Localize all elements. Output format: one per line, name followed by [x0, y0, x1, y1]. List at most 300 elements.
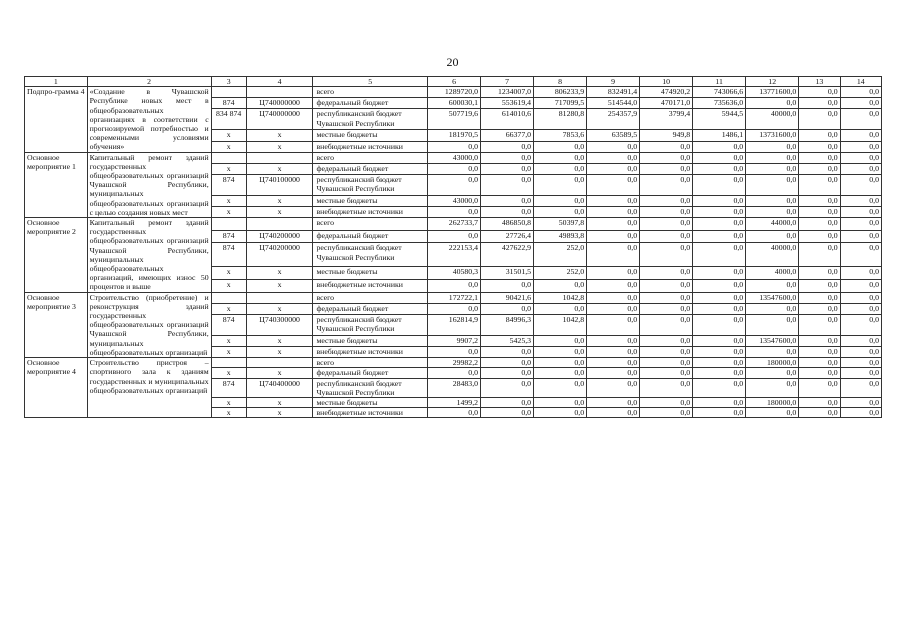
grbs-code: x: [211, 408, 246, 418]
funding-source: внебюджетные источники: [313, 280, 428, 293]
value-cell: 0,0: [840, 109, 881, 130]
grbs-code: 874: [211, 314, 246, 335]
value-cell: 0,0: [693, 280, 746, 293]
value-cell: 0,0: [799, 243, 840, 267]
value-cell: 0,0: [534, 280, 587, 293]
value-cell: 0,0: [587, 230, 640, 243]
value-cell: 252,0: [534, 267, 587, 280]
value-cell: 0,0: [799, 141, 840, 152]
value-cell: 0,0: [587, 174, 640, 195]
value-cell: 0,0: [428, 346, 481, 357]
value-cell: 0,0: [534, 152, 587, 163]
grbs-code: 874: [211, 378, 246, 397]
value-cell: 0,0: [746, 378, 799, 397]
value-cell: 0,0: [640, 218, 693, 231]
value-cell: 427622,9: [481, 243, 534, 267]
target-article-code: x: [246, 267, 313, 280]
value-cell: 0,0: [746, 230, 799, 243]
value-cell: 832491,4: [587, 87, 640, 98]
funding-source: местные бюджеты: [313, 130, 428, 141]
value-cell: 0,0: [587, 335, 640, 346]
value-cell: 0,0: [799, 335, 840, 346]
value-cell: 50397,8: [534, 218, 587, 231]
value-cell: 40000,0: [746, 243, 799, 267]
value-cell: 0,0: [693, 303, 746, 314]
target-article-code: [246, 218, 313, 231]
target-article-code: x: [246, 130, 313, 141]
value-cell: 0,0: [428, 174, 481, 195]
value-cell: 0,0: [640, 408, 693, 418]
value-cell: 614010,6: [481, 109, 534, 130]
funding-source: всего: [313, 292, 428, 303]
group-label: Основное мероприятие 1: [25, 152, 88, 217]
column-header: 9: [587, 77, 640, 87]
grbs-code: [211, 292, 246, 303]
value-cell: 180000,0: [746, 397, 799, 407]
value-cell: 0,0: [840, 195, 881, 206]
value-cell: 0,0: [640, 378, 693, 397]
funding-source: республиканский бюджет Чувашской Республики: [313, 378, 428, 397]
value-cell: 0,0: [587, 378, 640, 397]
value-cell: 0,0: [534, 378, 587, 397]
funding-source: всего: [313, 218, 428, 231]
value-cell: 0,0: [481, 195, 534, 206]
value-cell: 0,0: [799, 218, 840, 231]
value-cell: 806233,9: [534, 87, 587, 98]
value-cell: 0,0: [534, 408, 587, 418]
value-cell: 0,0: [840, 368, 881, 378]
value-cell: 0,0: [640, 358, 693, 368]
value-cell: 0,0: [587, 368, 640, 378]
value-cell: 0,0: [693, 368, 746, 378]
value-cell: 0,0: [799, 346, 840, 357]
column-header: 3: [211, 77, 246, 87]
target-article-code: x: [246, 303, 313, 314]
value-cell: 44000,0: [746, 218, 799, 231]
target-article-code: x: [246, 346, 313, 357]
value-cell: 0,0: [840, 358, 881, 368]
value-cell: 0,0: [693, 314, 746, 335]
value-cell: 1042,8: [534, 314, 587, 335]
value-cell: 0,0: [640, 152, 693, 163]
funding-source: республиканский бюджет Чувашской Республики: [313, 243, 428, 267]
value-cell: 0,0: [640, 174, 693, 195]
target-article-code: x: [246, 163, 313, 174]
funding-source: внебюджетные источники: [313, 346, 428, 357]
value-cell: 0,0: [799, 280, 840, 293]
value-cell: 252,0: [534, 243, 587, 267]
value-cell: 13731600,0: [746, 130, 799, 141]
value-cell: 0,0: [587, 346, 640, 357]
value-cell: 0,0: [746, 303, 799, 314]
value-cell: 0,0: [534, 303, 587, 314]
value-cell: 0,0: [481, 152, 534, 163]
value-cell: 0,0: [840, 314, 881, 335]
value-cell: 0,0: [693, 230, 746, 243]
group-name: Капитальный ремонт зданий государственных общеобразовательных организаций Чувашской Республики, муниципальных общеобразовательных организаций, имеющих износ 50 процентов и выше: [87, 218, 211, 293]
column-header: 8: [534, 77, 587, 87]
value-cell: 0,0: [746, 280, 799, 293]
target-article-code: x: [246, 141, 313, 152]
value-cell: 0,0: [799, 195, 840, 206]
value-cell: 0,0: [840, 174, 881, 195]
value-cell: 181970,5: [428, 130, 481, 141]
value-cell: 0,0: [428, 303, 481, 314]
value-cell: 0,0: [746, 195, 799, 206]
value-cell: 0,0: [799, 267, 840, 280]
value-cell: 0,0: [587, 358, 640, 368]
grbs-code: [211, 152, 246, 163]
grbs-code: x: [211, 303, 246, 314]
value-cell: 0,0: [587, 292, 640, 303]
target-article-code: Ц740300000: [246, 314, 313, 335]
value-cell: 0,0: [840, 408, 881, 418]
value-cell: 1289720,0: [428, 87, 481, 98]
value-cell: 0,0: [481, 163, 534, 174]
value-cell: 254357,9: [587, 109, 640, 130]
group-label: Подпро-грамма 4: [25, 87, 88, 152]
value-cell: 0,0: [693, 206, 746, 217]
value-cell: 717099,5: [534, 98, 587, 109]
value-cell: 470171,0: [640, 98, 693, 109]
value-cell: 0,0: [693, 292, 746, 303]
funding-source: местные бюджеты: [313, 267, 428, 280]
value-cell: 49893,8: [534, 230, 587, 243]
value-cell: 0,0: [428, 163, 481, 174]
value-cell: 507719,6: [428, 109, 481, 130]
grbs-code: x: [211, 368, 246, 378]
target-article-code: Ц740000000: [246, 109, 313, 130]
value-cell: 162814,9: [428, 314, 481, 335]
column-header: 14: [840, 77, 881, 87]
value-cell: 0,0: [587, 152, 640, 163]
value-cell: 0,0: [587, 243, 640, 267]
group-label: Основное мероприятие 4: [25, 358, 88, 418]
value-cell: 0,0: [534, 163, 587, 174]
grbs-code: x: [211, 397, 246, 407]
value-cell: 43000,0: [428, 195, 481, 206]
table-row: [25, 358, 882, 368]
funding-source: всего: [313, 87, 428, 98]
value-cell: 0,0: [640, 314, 693, 335]
value-cell: 0,0: [840, 397, 881, 407]
value-cell: 0,0: [799, 397, 840, 407]
value-cell: 0,0: [428, 230, 481, 243]
grbs-code: x: [211, 195, 246, 206]
value-cell: 0,0: [693, 378, 746, 397]
value-cell: 27726,4: [481, 230, 534, 243]
value-cell: 0,0: [840, 243, 881, 267]
value-cell: 0,0: [799, 378, 840, 397]
value-cell: 0,0: [693, 243, 746, 267]
group-name: Строительство пристроя – спортивного зала к зданиям государственных и муниципальных общеобразовательных организаций: [87, 358, 211, 418]
column-header: 12: [746, 77, 799, 87]
value-cell: 262733,7: [428, 218, 481, 231]
value-cell: 63589,5: [587, 130, 640, 141]
funding-source: республиканский бюджет Чувашской Республики: [313, 174, 428, 195]
value-cell: 0,0: [481, 280, 534, 293]
value-cell: 0,0: [693, 141, 746, 152]
value-cell: 474920,2: [640, 87, 693, 98]
value-cell: 743066,6: [693, 87, 746, 98]
value-cell: 0,0: [640, 303, 693, 314]
grbs-code: x: [211, 130, 246, 141]
value-cell: 0,0: [587, 163, 640, 174]
funding-source: внебюджетные источники: [313, 141, 428, 152]
value-cell: 0,0: [840, 218, 881, 231]
value-cell: 0,0: [481, 408, 534, 418]
funding-source: внебюджетные источники: [313, 408, 428, 418]
target-article-code: x: [246, 397, 313, 407]
value-cell: 0,0: [534, 368, 587, 378]
value-cell: 29982,2: [428, 358, 481, 368]
value-cell: 13771600,0: [746, 87, 799, 98]
value-cell: 0,0: [481, 346, 534, 357]
table-row: [25, 292, 882, 303]
funding-source: местные бюджеты: [313, 335, 428, 346]
value-cell: 0,0: [799, 292, 840, 303]
value-cell: 0,0: [840, 152, 881, 163]
value-cell: 0,0: [840, 141, 881, 152]
value-cell: 0,0: [587, 218, 640, 231]
value-cell: 3799,4: [640, 109, 693, 130]
column-header: 7: [481, 77, 534, 87]
value-cell: 0,0: [640, 368, 693, 378]
value-cell: 0,0: [693, 335, 746, 346]
value-cell: 5425,3: [481, 335, 534, 346]
funding-source: всего: [313, 152, 428, 163]
target-article-code: [246, 87, 313, 98]
value-cell: 0,0: [799, 163, 840, 174]
value-cell: 90421,6: [481, 292, 534, 303]
budget-table: [24, 76, 882, 418]
value-cell: 0,0: [481, 358, 534, 368]
value-cell: 0,0: [534, 206, 587, 217]
funding-source: местные бюджеты: [313, 397, 428, 407]
funding-source: федеральный бюджет: [313, 303, 428, 314]
value-cell: 0,0: [640, 397, 693, 407]
column-header: 11: [693, 77, 746, 87]
group-name: Строительство (приобретение) и реконструкция зданий государственных общеобразовательных организаций Чувашской Республики, муниципальных общеобразовательных организаций: [87, 292, 211, 357]
value-cell: 0,0: [693, 267, 746, 280]
value-cell: 5944,5: [693, 109, 746, 130]
value-cell: 0,0: [840, 87, 881, 98]
value-cell: 0,0: [799, 206, 840, 217]
value-cell: 949,8: [640, 130, 693, 141]
value-cell: 0,0: [746, 141, 799, 152]
value-cell: 0,0: [799, 130, 840, 141]
target-article-code: x: [246, 335, 313, 346]
value-cell: 0,0: [799, 368, 840, 378]
value-cell: 9907,2: [428, 335, 481, 346]
value-cell: 0,0: [534, 358, 587, 368]
value-cell: 0,0: [481, 368, 534, 378]
value-cell: 0,0: [693, 218, 746, 231]
value-cell: 0,0: [840, 335, 881, 346]
value-cell: 0,0: [640, 243, 693, 267]
value-cell: 0,0: [640, 206, 693, 217]
grbs-code: x: [211, 335, 246, 346]
table-row: [25, 218, 882, 231]
value-cell: 0,0: [481, 397, 534, 407]
value-cell: 84996,3: [481, 314, 534, 335]
value-cell: 222153,4: [428, 243, 481, 267]
funding-source: федеральный бюджет: [313, 98, 428, 109]
value-cell: 0,0: [840, 267, 881, 280]
value-cell: 13547600,0: [746, 292, 799, 303]
target-article-code: [246, 358, 313, 368]
target-article-code: [246, 292, 313, 303]
value-cell: 0,0: [640, 195, 693, 206]
value-cell: 0,0: [746, 346, 799, 357]
value-cell: 0,0: [799, 152, 840, 163]
column-header: 5: [313, 77, 428, 87]
value-cell: 0,0: [746, 368, 799, 378]
grbs-code: [211, 358, 246, 368]
value-cell: 0,0: [534, 141, 587, 152]
table-row: [25, 152, 882, 163]
value-cell: 0,0: [481, 206, 534, 217]
target-article-code: x: [246, 408, 313, 418]
group-name: «Создание в Чувашской Республике новых мест в общеобразовательных организациях в соответствии с прогнозируемой потребностью и современными условиями обучения»: [87, 87, 211, 152]
value-cell: 514544,0: [587, 98, 640, 109]
value-cell: 31501,5: [481, 267, 534, 280]
value-cell: 0,0: [481, 141, 534, 152]
value-cell: 1234007,0: [481, 87, 534, 98]
value-cell: 0,0: [840, 292, 881, 303]
funding-source: всего: [313, 358, 428, 368]
value-cell: 735636,0: [693, 98, 746, 109]
target-article-code: [246, 152, 313, 163]
value-cell: 1486,1: [693, 130, 746, 141]
value-cell: 0,0: [693, 397, 746, 407]
value-cell: 0,0: [746, 314, 799, 335]
target-article-code: x: [246, 280, 313, 293]
target-article-code: Ц740400000: [246, 378, 313, 397]
funding-source: республиканский бюджет Чувашской Республики: [313, 314, 428, 335]
value-cell: 40000,0: [746, 109, 799, 130]
funding-source: республиканский бюджет Чувашской Республики: [313, 109, 428, 130]
value-cell: 0,0: [640, 267, 693, 280]
target-article-code: x: [246, 368, 313, 378]
grbs-code: 874: [211, 98, 246, 109]
value-cell: 0,0: [799, 358, 840, 368]
value-cell: 0,0: [840, 98, 881, 109]
value-cell: 66377,0: [481, 130, 534, 141]
value-cell: 0,0: [587, 280, 640, 293]
value-cell: 600030,1: [428, 98, 481, 109]
value-cell: 0,0: [799, 303, 840, 314]
value-cell: 0,0: [840, 280, 881, 293]
grbs-code: 874: [211, 230, 246, 243]
value-cell: 0,0: [693, 152, 746, 163]
grbs-code: [211, 218, 246, 231]
column-header: 2: [87, 77, 211, 87]
value-cell: 0,0: [840, 346, 881, 357]
grbs-code: x: [211, 267, 246, 280]
value-cell: 180000,0: [746, 358, 799, 368]
value-cell: 0,0: [534, 397, 587, 407]
value-cell: 0,0: [481, 303, 534, 314]
value-cell: 0,0: [693, 408, 746, 418]
value-cell: 0,0: [587, 408, 640, 418]
value-cell: 486850,8: [481, 218, 534, 231]
value-cell: 0,0: [587, 141, 640, 152]
grbs-code: [211, 87, 246, 98]
value-cell: 0,0: [693, 163, 746, 174]
value-cell: 0,0: [840, 378, 881, 397]
funding-source: федеральный бюджет: [313, 163, 428, 174]
value-cell: 81280,8: [534, 109, 587, 130]
value-cell: 0,0: [746, 174, 799, 195]
value-cell: 0,0: [587, 267, 640, 280]
value-cell: 0,0: [428, 141, 481, 152]
value-cell: 0,0: [799, 230, 840, 243]
group-name: Капитальный ремонт зданий государственных общеобразовательных организаций Чувашской Республики, муниципальных общеобразовательных организаций с целью создания новых мест: [87, 152, 211, 217]
value-cell: 0,0: [746, 98, 799, 109]
value-cell: 0,0: [534, 335, 587, 346]
value-cell: 28483,0: [428, 378, 481, 397]
value-cell: 0,0: [746, 163, 799, 174]
grbs-code: 834 874: [211, 109, 246, 130]
column-header: 10: [640, 77, 693, 87]
value-cell: 0,0: [640, 141, 693, 152]
value-cell: 0,0: [840, 303, 881, 314]
target-article-code: x: [246, 206, 313, 217]
value-cell: 0,0: [799, 408, 840, 418]
value-cell: 4000,0: [746, 267, 799, 280]
grbs-code: x: [211, 280, 246, 293]
grbs-code: x: [211, 346, 246, 357]
value-cell: 7853,6: [534, 130, 587, 141]
value-cell: 0,0: [693, 358, 746, 368]
value-cell: 0,0: [640, 346, 693, 357]
value-cell: 0,0: [481, 378, 534, 397]
value-cell: 1499,2: [428, 397, 481, 407]
target-article-code: x: [246, 195, 313, 206]
value-cell: 43000,0: [428, 152, 481, 163]
value-cell: 0,0: [428, 280, 481, 293]
target-article-code: Ц740200000: [246, 243, 313, 267]
group-label: Основное мероприятие 3: [25, 292, 88, 357]
value-cell: 40580,3: [428, 267, 481, 280]
value-cell: 0,0: [428, 408, 481, 418]
grbs-code: 874: [211, 243, 246, 267]
value-cell: 0,0: [587, 397, 640, 407]
page-number: 20: [446, 55, 459, 69]
value-cell: 0,0: [746, 152, 799, 163]
value-cell: 0,0: [534, 346, 587, 357]
column-header: 1: [25, 77, 88, 87]
value-cell: 0,0: [640, 280, 693, 293]
header-row: [25, 77, 882, 87]
target-article-code: Ц740000000: [246, 98, 313, 109]
value-cell: 0,0: [799, 174, 840, 195]
value-cell: 0,0: [640, 335, 693, 346]
funding-source: федеральный бюджет: [313, 368, 428, 378]
grbs-code: x: [211, 141, 246, 152]
column-header: 4: [246, 77, 313, 87]
value-cell: 0,0: [840, 206, 881, 217]
value-cell: 0,0: [587, 303, 640, 314]
value-cell: 0,0: [693, 346, 746, 357]
target-article-code: Ц740100000: [246, 174, 313, 195]
value-cell: 0,0: [693, 174, 746, 195]
value-cell: 0,0: [587, 195, 640, 206]
value-cell: 0,0: [799, 314, 840, 335]
value-cell: 553619,4: [481, 98, 534, 109]
value-cell: 172722,1: [428, 292, 481, 303]
